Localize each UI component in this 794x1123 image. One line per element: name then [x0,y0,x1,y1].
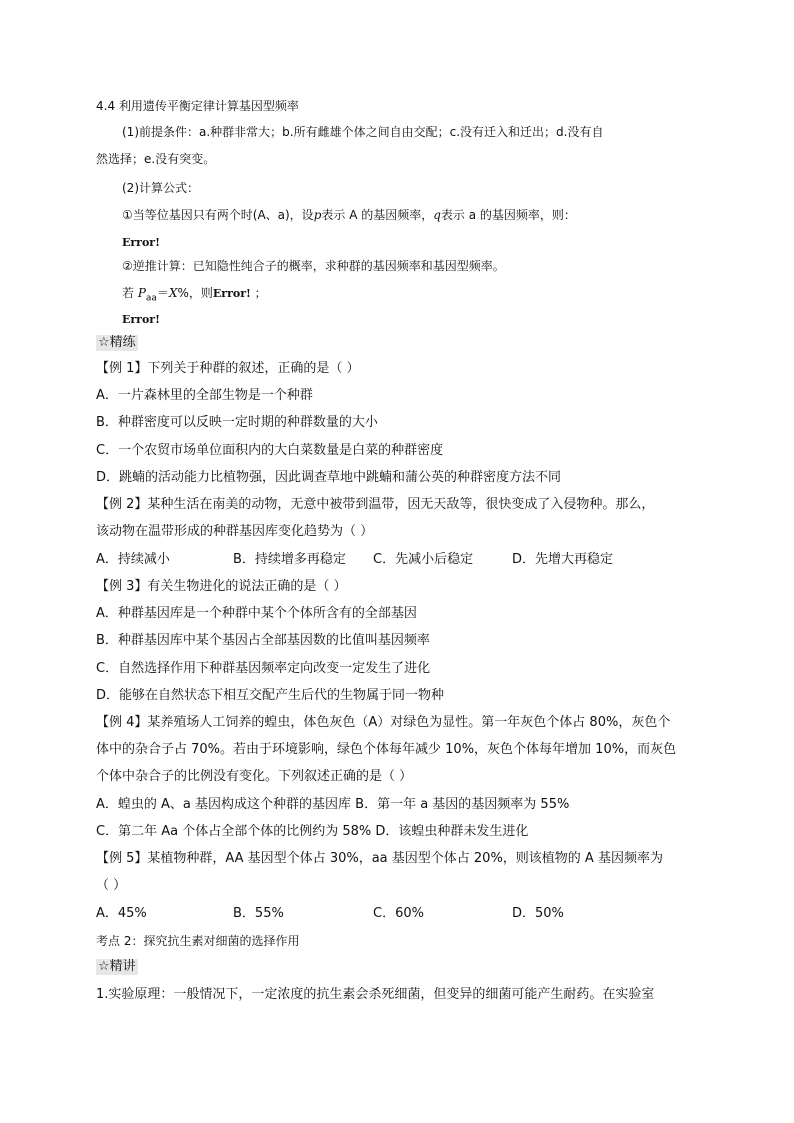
paragraph-formula-2: ②逆推计算：已知隐性纯合子的概率，求种群的基因频率和基因型频率。 [122,259,505,273]
example-5-question: 【例 5】某植物种群，AA 基因型个体占 30%，aa 基因型个体占 20%，则该植物的 A 基因频率为 [96,851,663,866]
example-5-option-b: B．55% [233,906,284,921]
example-2-option-c: C．先减小后稳定 [373,552,474,567]
example-3-option-a: A．种群基因库是一个种群中某个个体所含有的全部基因 [96,606,417,621]
example-2-question-cont: 该动物在温带形成的种群基因库变化趋势为（ ） [96,524,374,539]
paragraph-formula-heading: (2)计算公式： [122,181,199,195]
example-2-option-b: B．持续增多再稳定 [233,552,346,567]
example-1-option-b: B．种群密度可以反映一定时期的种群数量的大小 [96,415,378,430]
example-5-option-d: D．50% [512,906,564,921]
example-5-option-a: A．45% [96,906,147,921]
error-placeholder: Error! [122,313,160,326]
section-title: 4.4 利用遗传平衡定律计算基因型频率 [96,99,299,113]
example-1-option-c: C．一个农贸市场单位面积内的大白菜数量是白菜的种群密度 [96,443,444,458]
example-3-option-d: D．能够在自然状态下相互交配产生后代的生物属于同一物种 [96,688,445,703]
paragraph-formula-3: 若 $P_{aa}=X\%$，则Error! ； [122,286,267,304]
example-4-options-cd: C．第二年 Aa 个体占全部个体的比例约为 58% D．该蝗虫种群未发生进化 [96,824,529,839]
example-4-question-cont: 个体中杂合子的比例没有变化。下列叙述正确的是（ ） [96,769,413,784]
paragraph-experiment-principle: 1.实验原理：一般情况下，一定浓度的抗生素会杀死细菌，但变异的细菌可能产生耐药。在实验室 [96,987,655,1002]
example-4-question: 【例 4】某养殖场人工饲养的蝗虫，体色灰色（A）对绿色为显性。第一年灰色个体占 80%，灰色个 [96,715,671,730]
example-2-option-d: D．先增大再稳定 [512,552,614,567]
paragraph-prerequisite-cont: 然选择；e.没有突变。 [96,152,216,166]
example-1-question: 【例 1】下列关于种群的叙述，正确的是（ ） [96,361,360,376]
example-3-question: 【例 3】有关生物进化的说法正确的是（ ） [96,579,347,594]
practice-heading: ☆精练 [98,335,136,350]
example-3-option-c: C．自然选择作用下种群基因频率定向改变一定发生了进化 [96,661,431,676]
example-4-options-ab: A．蝗虫的 A、a 基因构成这个种群的基因库 B．第一年 a 基因的基因频率为 55% [96,797,570,812]
paragraph-formula-1: ①当等位基因只有两个时(A、a)，设p表示 A 的基因频率，q表示 a 的基因频率，则： [122,208,576,222]
example-4-question-cont: 体中的杂合子占 70%。若由于环境影响，绿色个体每年减少 10%，灰色个体每年增加 10%，而灰色 [96,742,677,757]
example-1-option-d: D．跳蝻的活动能力比植物强，因此调查草地中跳蝻和蒲公英的种群密度方法不同 [96,470,562,485]
example-3-option-b: B．种群基因库中某个基因占全部基因数的比值叫基因频率 [96,633,430,648]
example-1-option-a: A．一片森林里的全部生物是一个种群 [96,388,313,403]
exam-point-2-heading: 考点 2：探究抗生素对细菌的选择作用 [96,934,300,948]
paragraph-prerequisite: (1)前提条件：a.种群非常大；b.所有雌雄个体之间自由交配；c.没有迁入和迁出；d.没有自 [122,125,604,139]
lecture-heading: ☆精讲 [98,959,136,974]
example-5-question-cont: （ ） [96,878,127,893]
example-5-option-c: C．60% [373,906,424,921]
example-2-question: 【例 2】某种生活在南美的动物，无意中被带到温带，因无天敌等，很快变成了入侵物种。那么， [96,497,655,512]
error-placeholder: Error! [122,236,160,249]
example-2-option-a: A．持续减小 [96,552,170,567]
